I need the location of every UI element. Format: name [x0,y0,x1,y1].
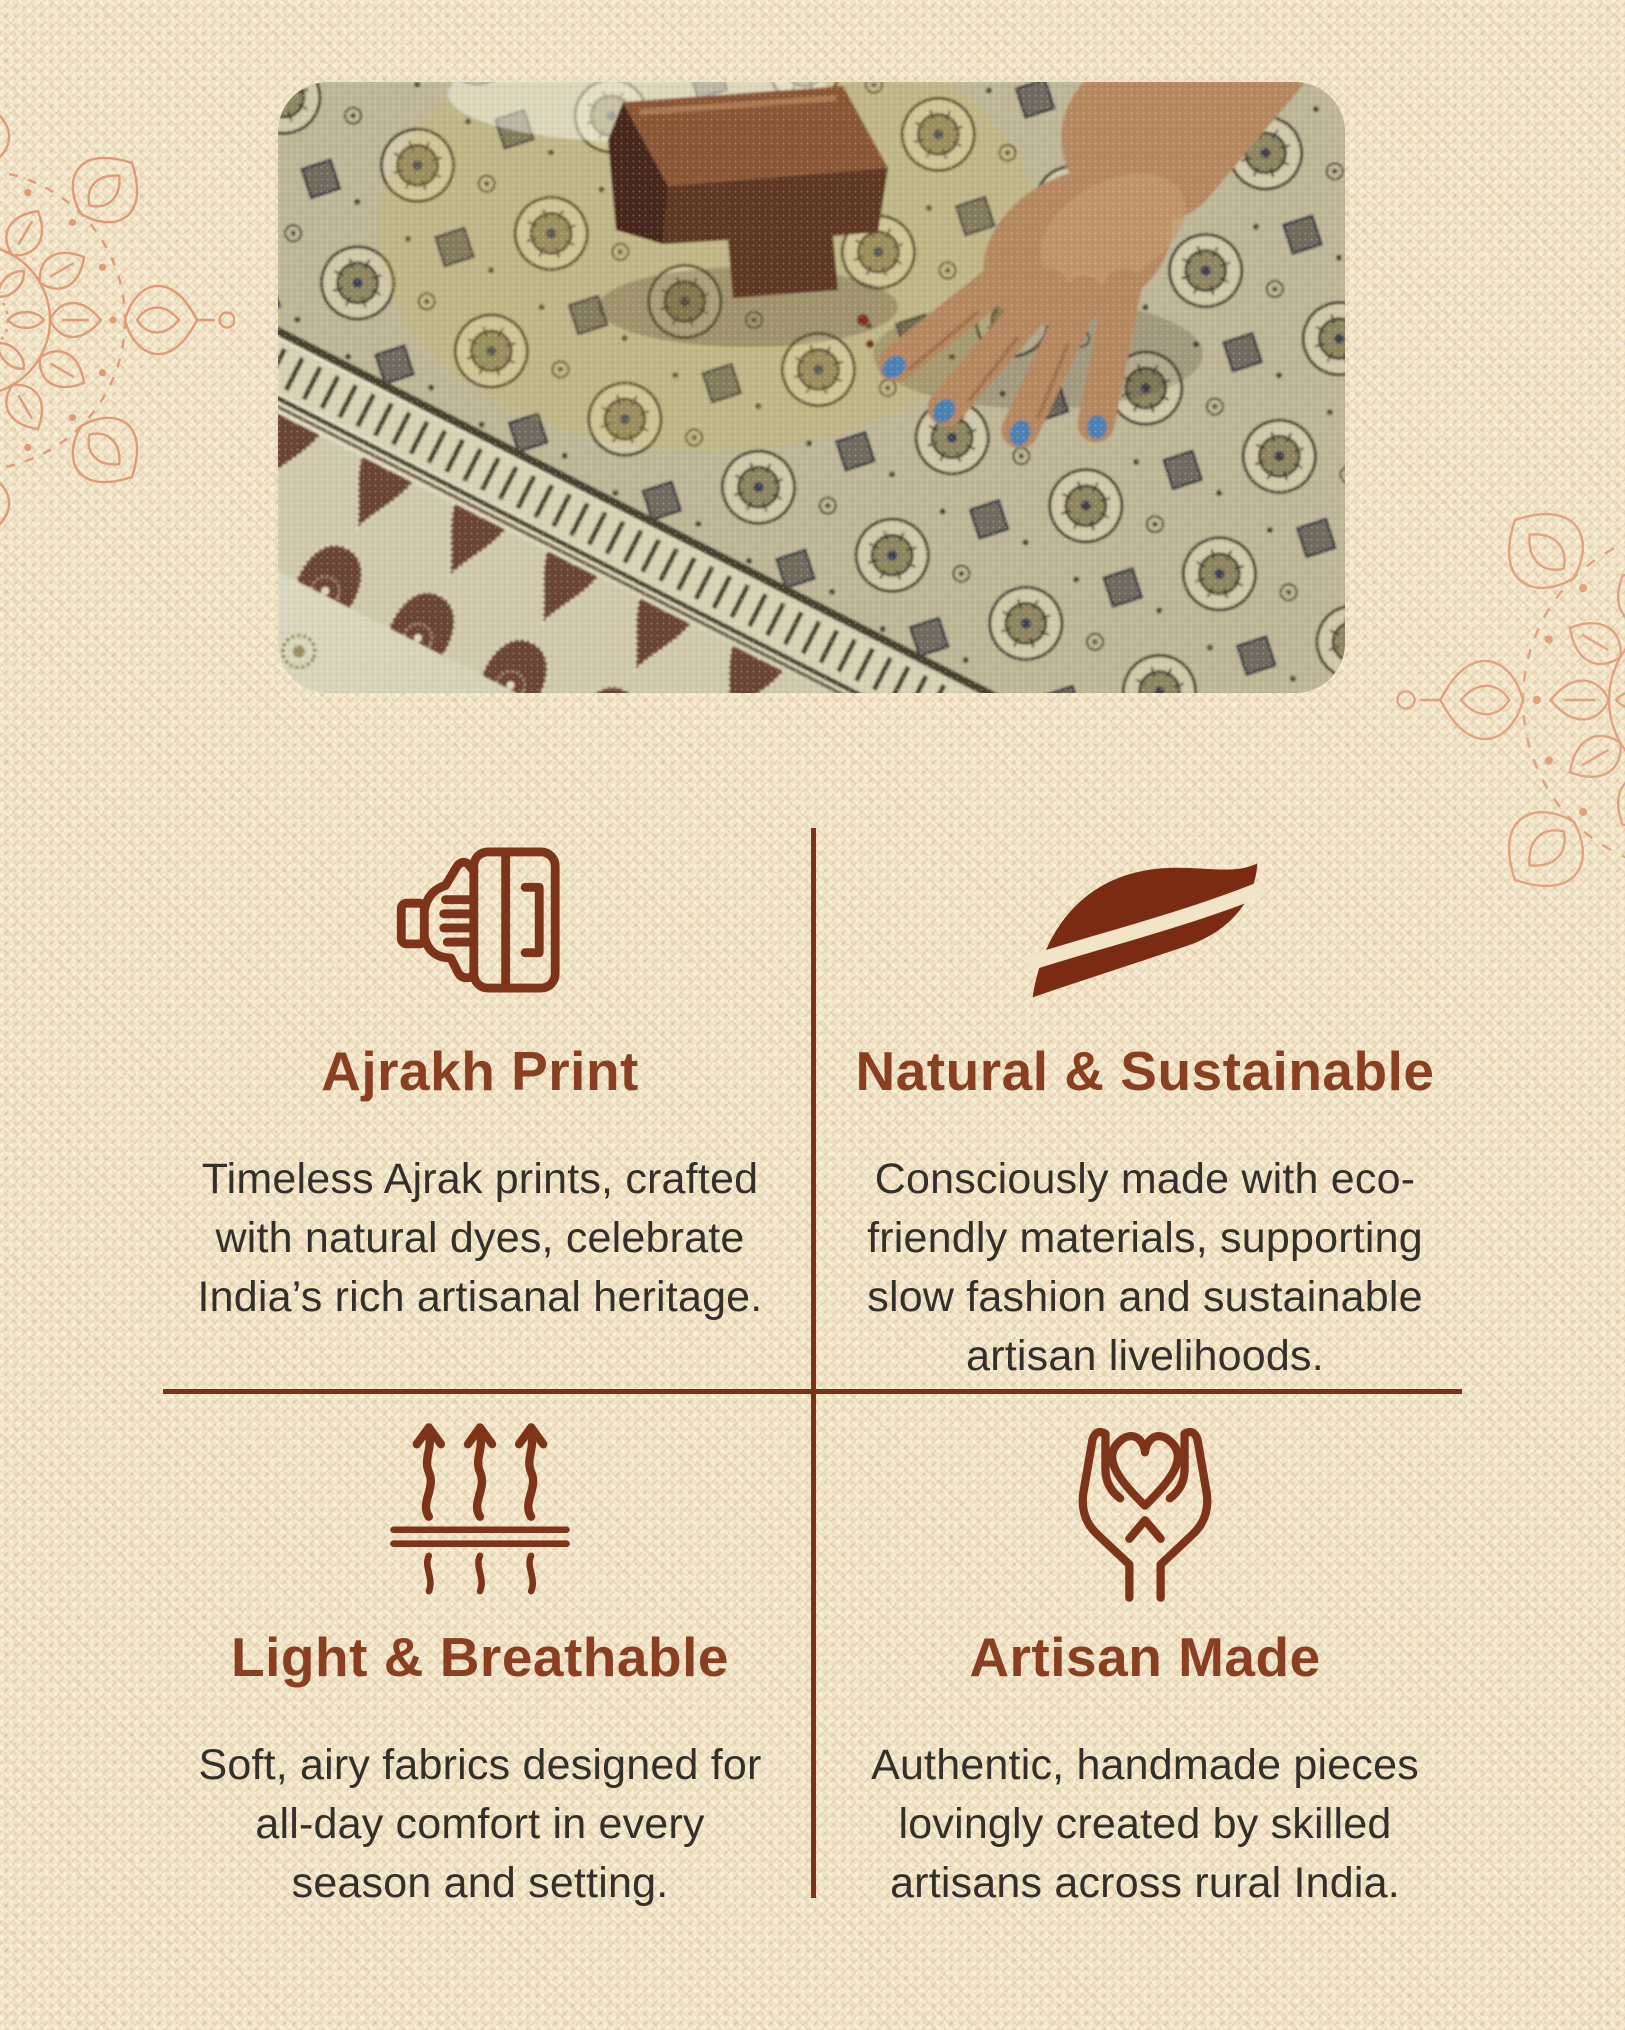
body-line: Consciously made with eco- [874,1155,1416,1203]
body-line: Timeless Ajrak prints, crafted [201,1155,759,1203]
feature-description [150,1150,810,1327]
feature-card-light-breathable [150,1418,810,1913]
feature-title: Light & Breathable [231,1626,729,1688]
feature-card-ajrakh-print [150,818,810,1327]
feature-description [150,1736,810,1913]
breathable-fabric-icon [150,1418,810,1608]
body-line: artisans across rural India. [890,1859,1400,1907]
hero-photo-block-printing [278,82,1345,693]
block-print-stamp-icon [150,818,810,1022]
body-line: season and setting. [291,1859,669,1907]
hands-holding-heart-icon [815,1418,1475,1608]
body-line: slow fashion and sustainable [867,1273,1423,1321]
grid-divider-horizontal [163,1389,1462,1394]
feature-card-artisan-made [815,1418,1475,1913]
body-line: Soft, airy fabrics designed for [198,1741,762,1789]
body-line: all-day comfort in every [255,1800,705,1848]
leaf-icon [815,818,1475,1022]
body-line: India’s rich artisanal heritage. [197,1273,763,1321]
feature-description [815,1150,1475,1386]
mandala-ornament-left [0,60,235,580]
body-line: with natural dyes, celebrate [215,1214,745,1262]
feature-title: Artisan Made [969,1626,1321,1688]
body-line: Authentic, handmade pieces [871,1741,1419,1789]
body-line: friendly materials, supporting [867,1214,1423,1262]
body-line: artisan livelihoods. [966,1332,1324,1380]
feature-description [815,1736,1475,1913]
body-line: lovingly created by skilled [898,1800,1392,1848]
hero-photo-illustration [278,82,1345,693]
feature-card-natural-sustainable [815,818,1475,1386]
feature-title: Ajrakh Print [321,1040,639,1102]
feature-title: Natural & Sustainable [855,1040,1435,1102]
